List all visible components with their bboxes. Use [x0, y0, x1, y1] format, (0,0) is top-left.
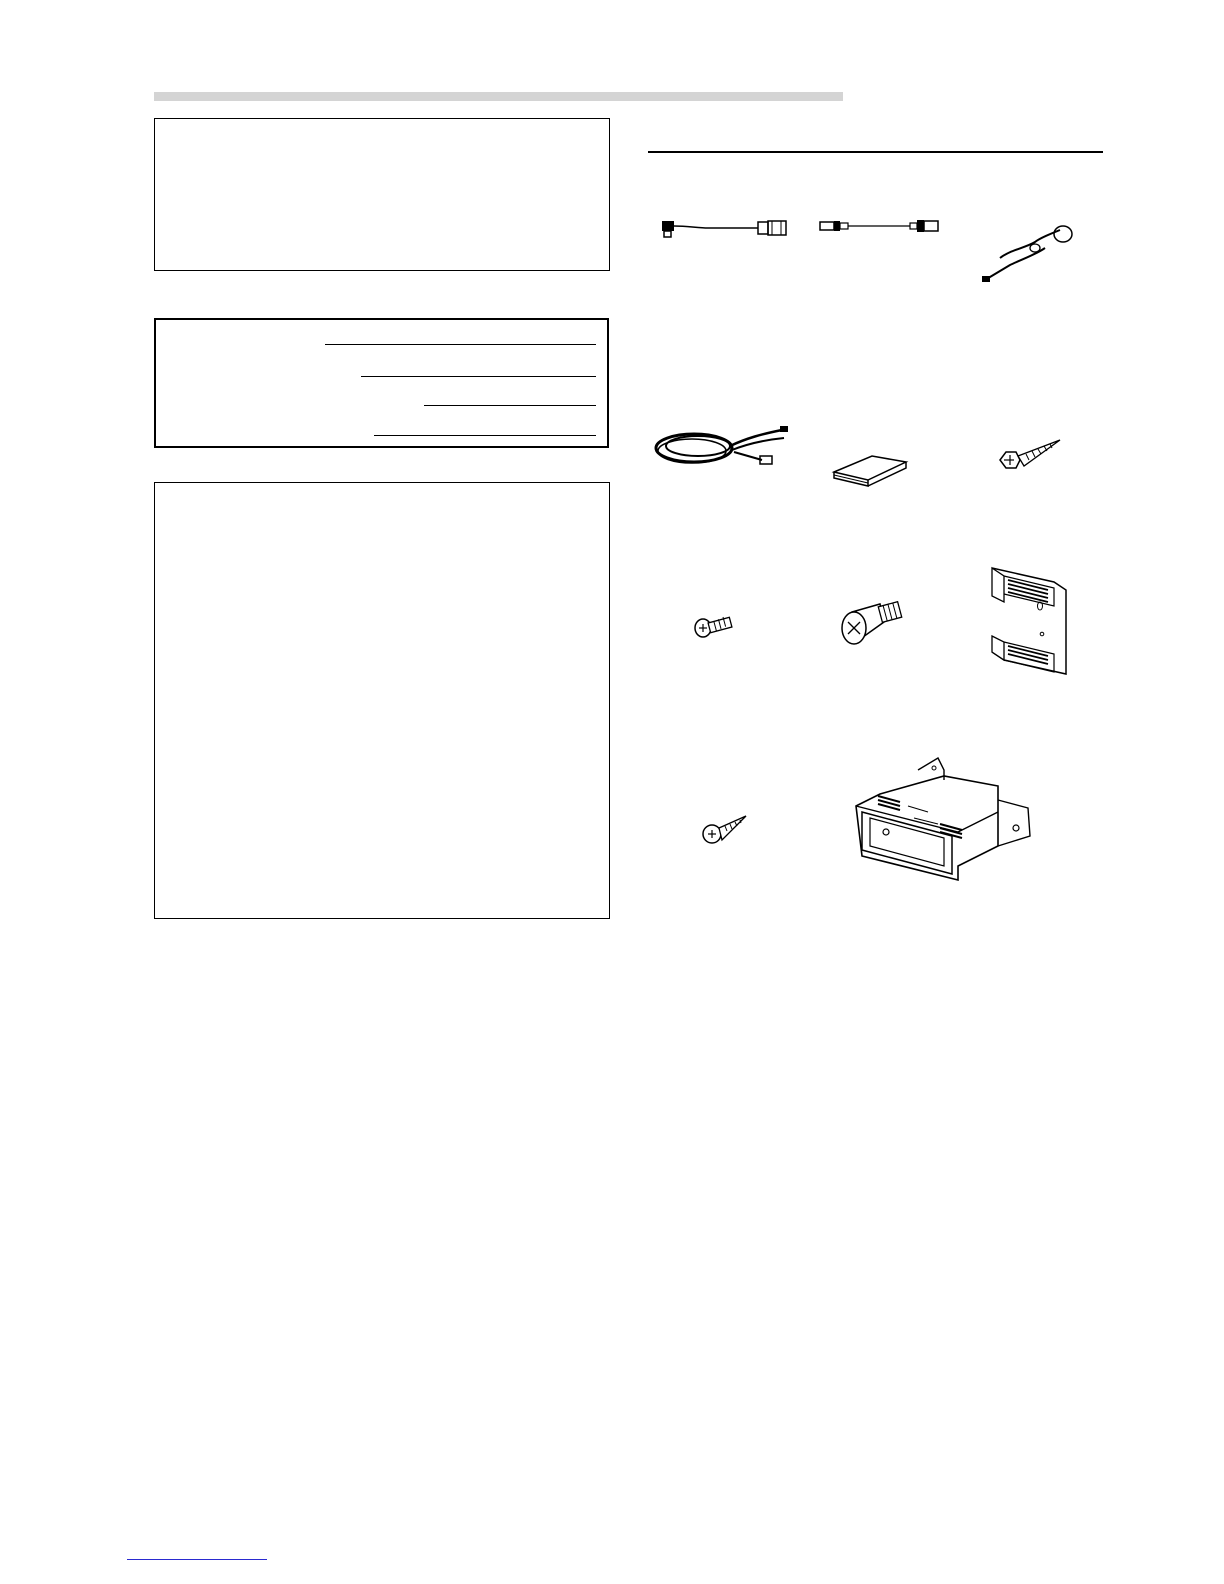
mounting-sleeve-icon — [848, 756, 1038, 891]
form-line-4 — [374, 435, 596, 436]
header-bar — [154, 92, 843, 101]
form-line-3 — [424, 405, 596, 406]
tapping-screw-large-icon — [994, 436, 1064, 478]
small-screw-icon — [693, 610, 738, 640]
antenna-adapter-cable-icon — [818, 216, 943, 238]
flat-head-screw-icon — [836, 598, 906, 648]
mounting-bracket-icon — [984, 562, 1074, 677]
form-line-2 — [361, 376, 596, 377]
double-sided-tape-icon — [830, 448, 910, 488]
record-form-box — [154, 318, 609, 448]
instructions-box — [154, 482, 610, 919]
remote-sensor-cable-icon — [980, 220, 1075, 285]
power-cable-icon — [648, 213, 793, 243]
wiring-harness-icon — [652, 420, 792, 478]
footnote-rule — [127, 1559, 267, 1560]
note-box — [154, 118, 610, 271]
tapping-screw-small-icon — [700, 808, 750, 848]
form-line-1 — [325, 344, 596, 345]
parts-section-rule — [648, 151, 1103, 153]
